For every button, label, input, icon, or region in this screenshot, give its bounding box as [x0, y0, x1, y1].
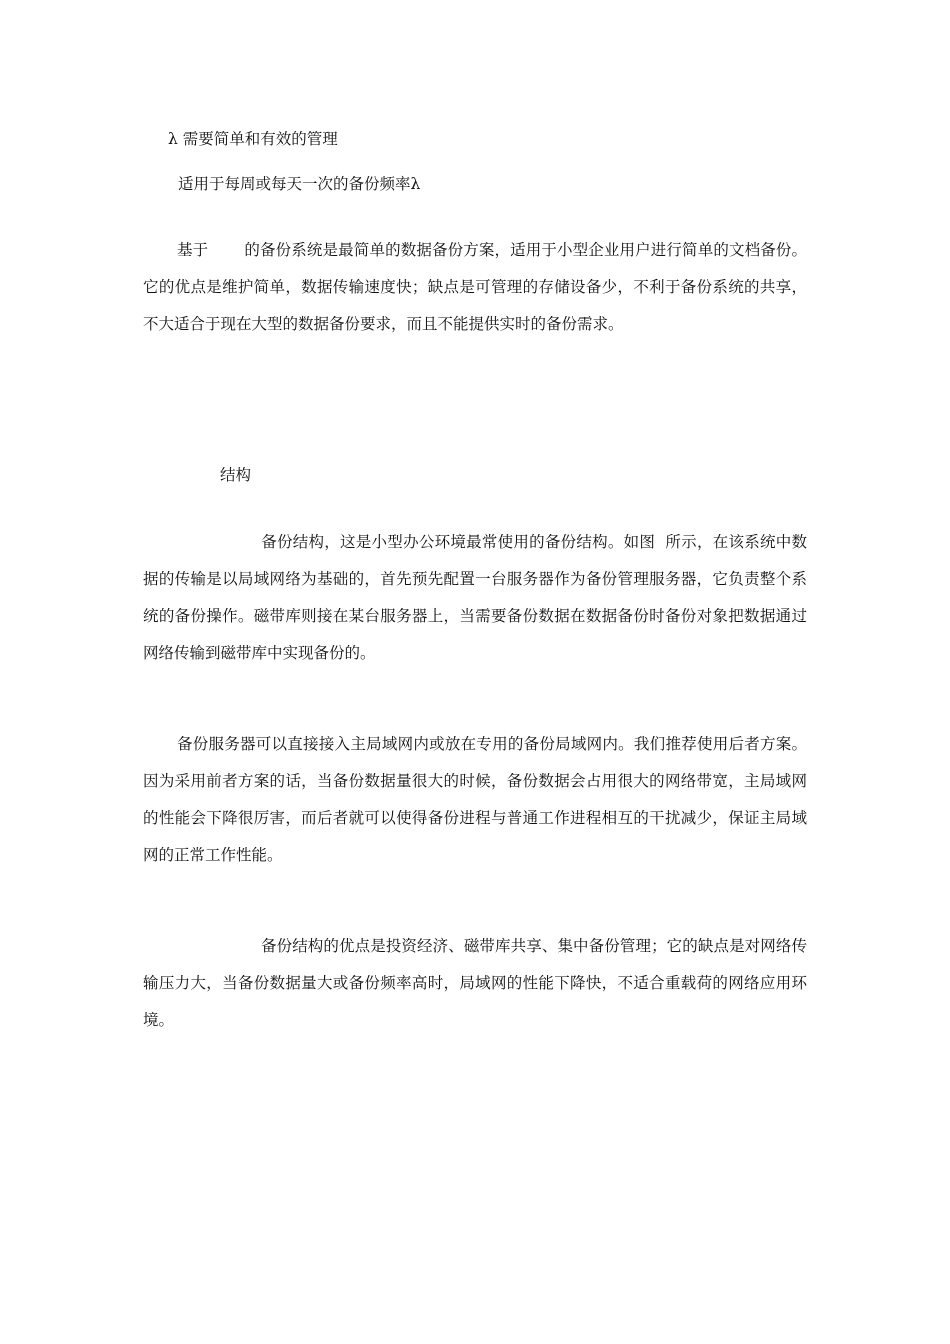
paragraph-local-backup-body: 的备份系统是最简单的数据备份方案，适用于小型企业用户进行简单的文档备份。它的优点是维护简单，数据传输速度快；缺点是可管理的存储设备少，不利于备份系统的共享，不大适合于现在大型的数据备份要求，而且不能提供实时的备份需求。 [143, 241, 807, 333]
paragraph-local-backup-lead: 基于 [177, 241, 209, 259]
paragraph-backup-server: 备份服务器可以直接接入主局域网内或放在专用的备份局域网内。我们推荐使用后者方案。因为采用前者方案的话，当备份数据量很大的时候，备份数据会占用很大的网络带宽，主局域网的性能会下降很厉害，而后者就可以使得备份进程与普通工作进程相互的干扰减少，保证主局域网的正常工作性能。 [143, 735, 807, 864]
paragraph-lan-backup [143, 524, 807, 672]
paragraph-lan-backup-intro: 备份结构，这是小型办公环境最常使用的备份结构。如图 [261, 533, 656, 551]
paragraph-pros-cons: 备份结构的优点是投资经济、磁带库共享、集中备份管理；它的缺点是对网络传输压力大，当备份数据量大或备份频率高时，局域网的性能下降快，不适合重载荷的网络应用环境。 [143, 937, 807, 1029]
section-heading-structure: 结构 [220, 466, 252, 484]
list-item-simple-management: λ 需要简单和有效的管理 [168, 130, 338, 148]
paragraph-lan-backup-body: 所示，在该系统中数据的传输是以局域网络为基础的，首先预先配置一台服务器作为备份管理服务器，它负责整个系统的备份操作。磁带库则接在某台服务器上，当需要备份数据在数据备份时备份对象把数据通过网络传输到磁带库中实现备份的。 [143, 533, 807, 662]
paragraph-local-backup [143, 232, 807, 343]
list-item-backup-frequency: 适用于每周或每天一次的备份频率λ [178, 175, 421, 193]
